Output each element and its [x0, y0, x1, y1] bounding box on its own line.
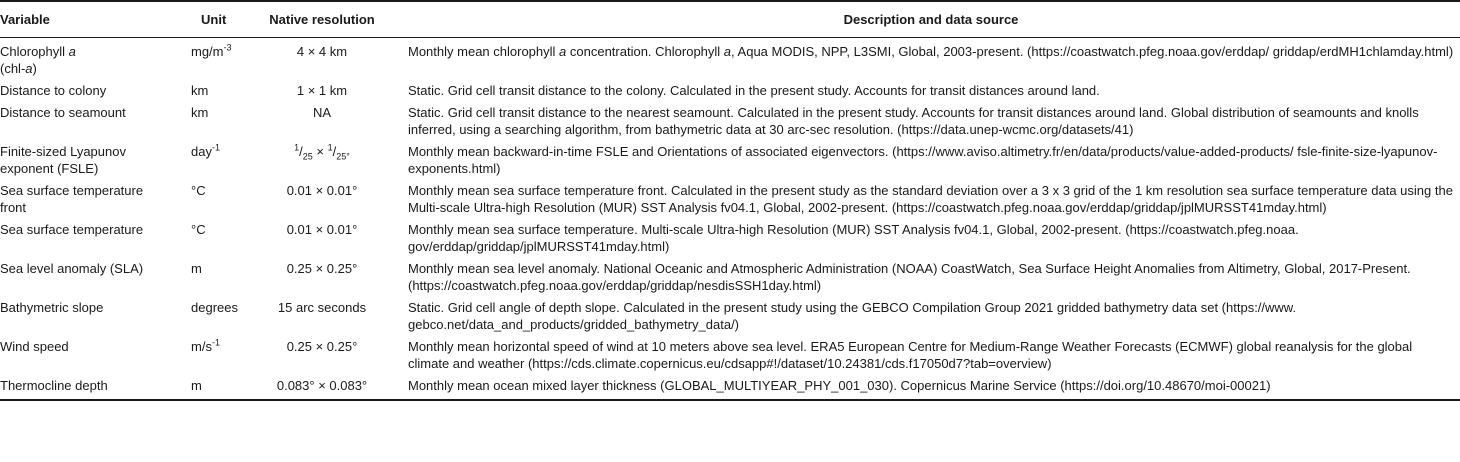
- description-cell: Monthly mean chlorophyll a concentration. Chlorophyll a, Aqua MODIS, NPP, L3SMI, Global, 2003-present. (https://coastwatch.pfeg.noaa.gov/erddap/ griddap/erdMH1chlamday.html): [408, 44, 1454, 59]
- unit-cell: °C: [191, 183, 206, 198]
- table-row: [0, 38, 1460, 80]
- table-row: [0, 79, 1460, 101]
- unit-cell: $mg/m^{-3}$: [191, 42, 232, 59]
- resolution-cell: 0.083° × 0.083°: [242, 374, 402, 400]
- resolution-cell: 0.25 × 0.25°: [286, 339, 358, 354]
- description-cell: Static. Grid cell angle of depth slope. Calculated in the present study using the GEBCO Compilation Group 2021 gridded bathymetry data set (https://www. gebco.net/data_and_products/gridded_bathymetry_data/): [408, 300, 1297, 332]
- variable-cell: Sea surface temperature: [0, 222, 144, 237]
- resolution-cell: 0.01 × 0.01°: [286, 183, 358, 198]
- unit-cell: $m/s^{-1}$: [191, 337, 220, 354]
- header-variable: Variable: [0, 1, 171, 38]
- unit-cell: °C: [191, 222, 206, 237]
- table-row: [0, 179, 1460, 218]
- unit-cell: m: [191, 261, 202, 276]
- variable-cell: Sea level anomaly (SLA): [0, 261, 144, 276]
- resolution-cell: $^1/_{25} \times ^1/_{25^\circ}$: [294, 142, 350, 162]
- description-cell: Static. Grid cell transit distance to the nearest seamount. Calculated in the present study. Accounts for transit distances around land. Global distribution of seamounts and knolls inferred, using a searching algorithm, from bathymetric data at 30 arc-sec resolution. (https://data.unep-wcmc.org/datasets/41): [408, 105, 1419, 137]
- description-cell: Monthly mean sea level anomaly. National Oceanic and Atmospheric Administration (NOAA) CoastWatch, Sea Surface Height Anomalies from Altimetry, Global, 2017-Present. (https://coastwatch.pfeg.noaa.gov/erddap/griddap/nesdisSSH1day.html): [408, 261, 1411, 293]
- resolution-cell: 1 × 1 km: [296, 83, 348, 98]
- table-row: [0, 140, 1460, 179]
- unit-cell: km: [191, 83, 209, 98]
- variable-cell: Wind speed: [0, 339, 69, 354]
- header-unit: Unit: [171, 1, 242, 38]
- table-row: [0, 374, 1460, 400]
- header-row: [0, 1, 1460, 38]
- table-row: [0, 101, 1460, 140]
- description-cell: Monthly mean sea surface temperature. Multi-scale Ultra-high Resolution (MUR) SST Analysis fv04.1, Global, 2002-present. (https://coastwatch.pfeg.noaa. gov/erddap/griddap/jplMURSST41mday.html): [408, 222, 1299, 254]
- unit-cell: m: [171, 374, 242, 400]
- variable-cell: Distance to colony: [0, 83, 107, 98]
- variable-cell: Chlorophyll a (chl-a): [0, 44, 76, 76]
- variable-cell: Bathymetric slope: [0, 300, 104, 315]
- description-cell: Static. Grid cell transit distance to the colony. Calculated in the present study. Accounts for transit distances around land.: [408, 83, 1100, 98]
- resolution-cell: 15 arc seconds: [277, 300, 367, 315]
- variable-cell: Finite-sized Lyapunov exponent (FSLE): [0, 144, 126, 176]
- resolution-cell: NA: [312, 105, 332, 120]
- unit-cell: km: [191, 105, 209, 120]
- table-row: [0, 335, 1460, 374]
- description-cell: Monthly mean horizontal speed of wind at 10 meters above sea level. ERA5 European Centre for Medium-Range Weather Forecasts (ECMWF) global reanalysis for the global climate and weather (https://cds.climate.copernicus.eu/cdsapp#!/dataset/10.24381/cds.f17050d7?tab=overview): [408, 339, 1413, 371]
- description-cell: Monthly mean sea surface temperature front. Calculated in the present study as the standard deviation over a 3 x 3 grid of the 1 km resolution sea surface temperature data using the Multi-scale Ultra-high Resolution (MUR) SST Analysis fv04.1, Global, 2002-present. (https://coastwatch.pfeg.noaa.gov/erddap/griddap/jplMURSST41mday.html): [408, 183, 1453, 215]
- variable-cell: Distance to seamount: [0, 105, 126, 120]
- description-cell: Monthly mean backward-in-time FSLE and Orientations of associated eigenvectors. (https://www.aviso.altimetry.fr/en/data/products/value-added-products/ fsle-finite-size-lyapunov-exponents.html): [408, 144, 1438, 176]
- resolution-cell: 0.01 × 0.01°: [286, 222, 358, 237]
- variable-cell: Sea surface temperature front: [0, 183, 144, 215]
- resolution-cell: 0.25 × 0.25°: [286, 261, 358, 276]
- table-row: [0, 218, 1460, 257]
- resolution-cell: 4 × 4 km: [296, 44, 348, 59]
- header-description: Description and data source: [402, 1, 1460, 38]
- table-row: [0, 296, 1460, 335]
- description-cell: Monthly mean ocean mixed layer thickness (GLOBAL_MULTIYEAR_PHY_001_030). Copernicus Marine Service (https://doi.org/10.48670/moi-00021): [402, 374, 1460, 400]
- unit-cell: degrees: [191, 300, 238, 315]
- variable-cell: Thermocline depth: [0, 374, 171, 400]
- table-row: [0, 257, 1460, 296]
- header-resolution: Native resolution: [242, 1, 402, 38]
- unit-cell: day$^{-1}$: [191, 142, 220, 159]
